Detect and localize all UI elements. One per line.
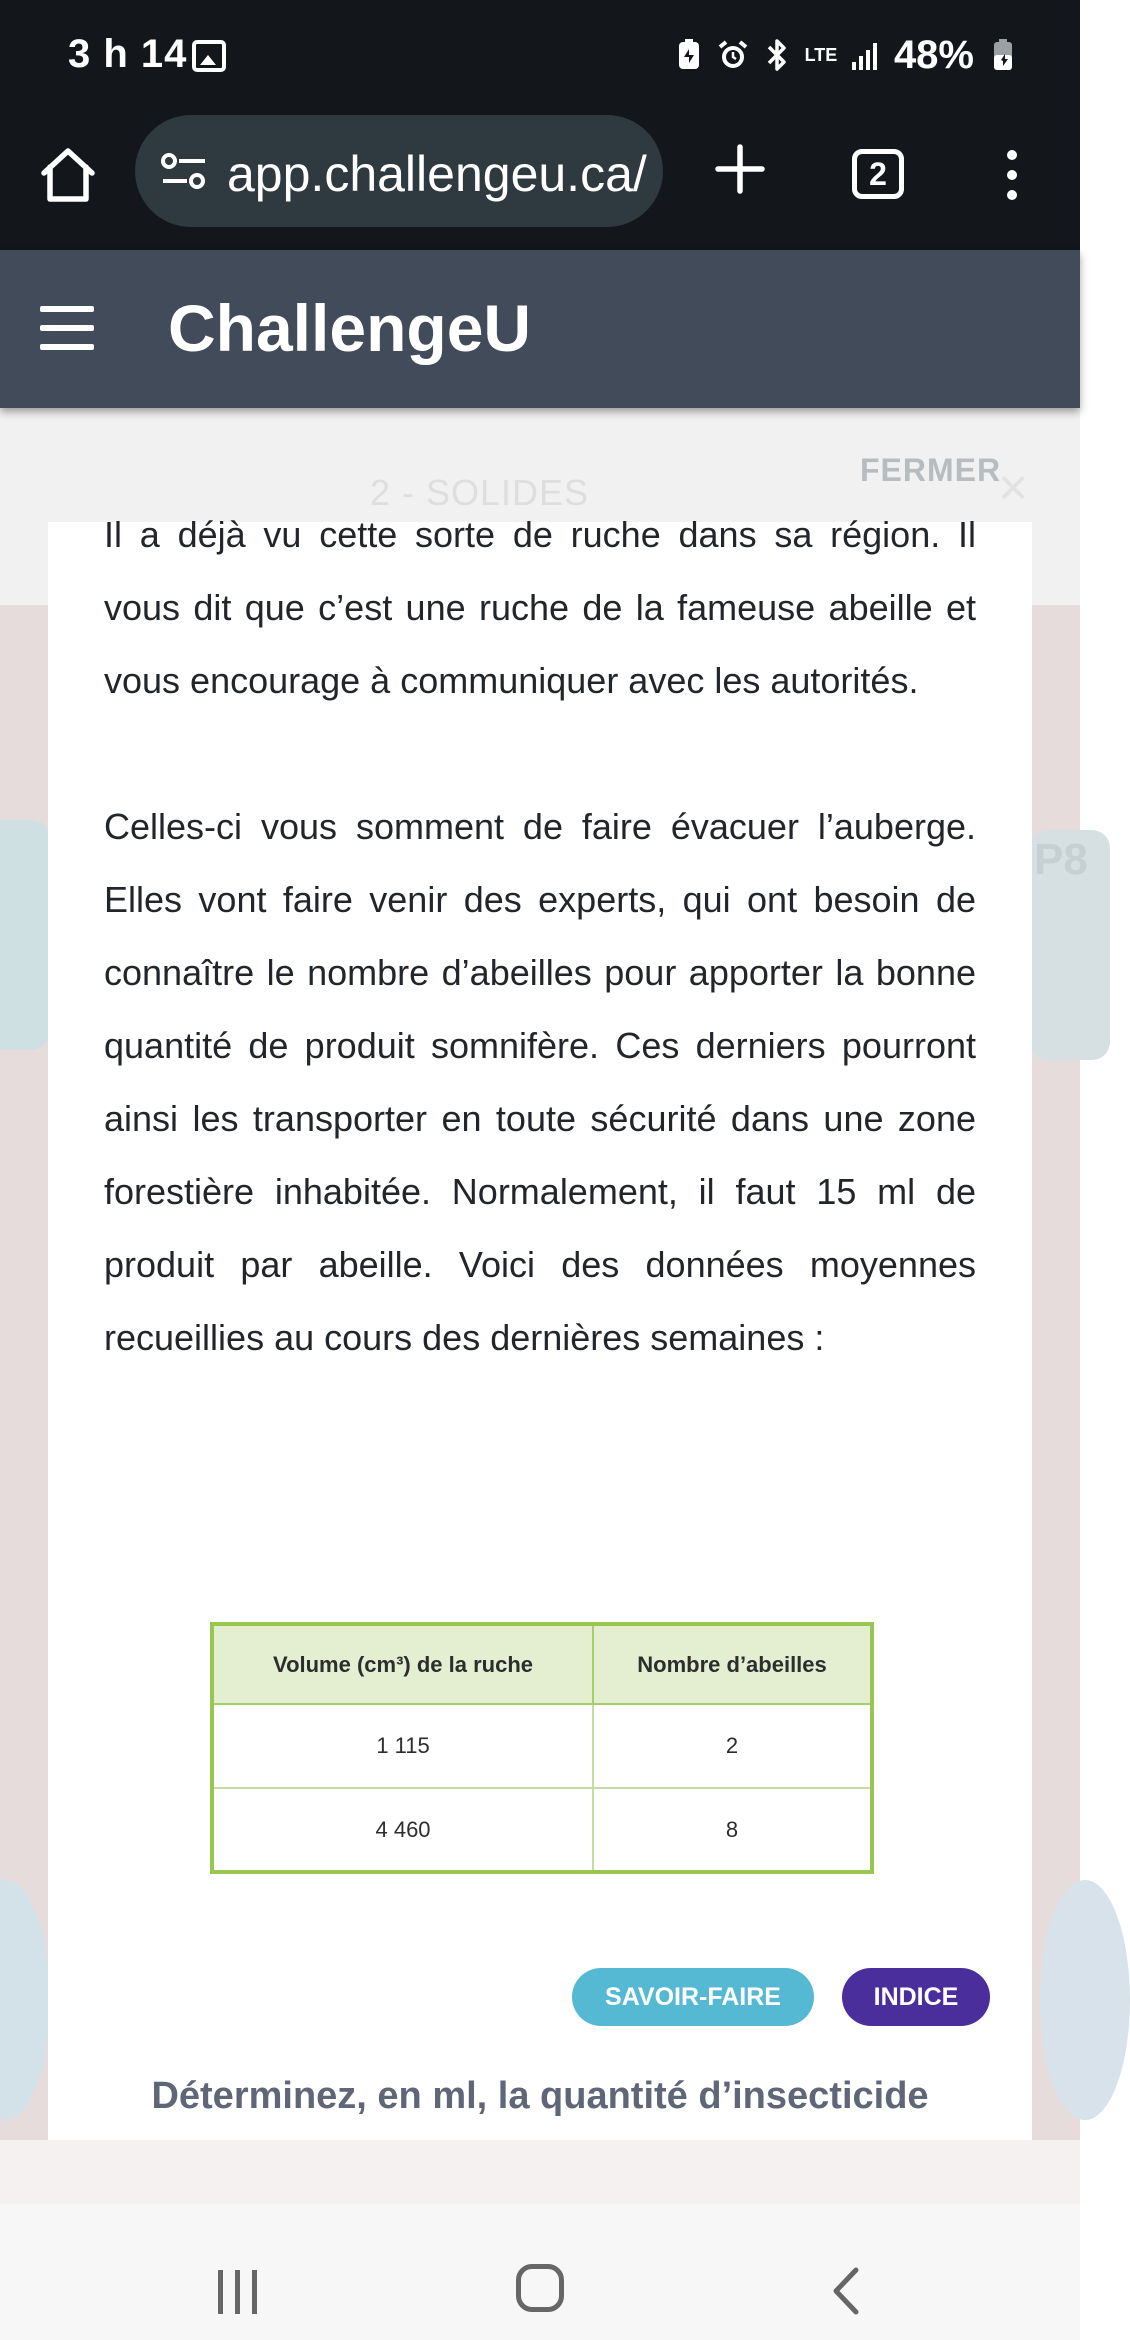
background-label: P8 bbox=[1034, 835, 1088, 884]
home-icon[interactable] bbox=[36, 143, 100, 207]
browser-toolbar bbox=[0, 115, 1080, 250]
site-settings-icon[interactable] bbox=[161, 151, 207, 191]
battery-icon bbox=[988, 38, 1018, 72]
close-icon[interactable]: × bbox=[998, 459, 1029, 517]
system-nav-bar bbox=[0, 2204, 1080, 2340]
column-header: Nombre d’abeilles bbox=[593, 1624, 872, 1704]
tabs-count-button[interactable]: 2 bbox=[852, 149, 904, 199]
battery-saver-icon bbox=[674, 38, 704, 72]
question-text: Déterminez, en ml, la quantité d’insecticide bbox=[151, 2075, 929, 2117]
more-vert-icon[interactable] bbox=[996, 143, 1028, 207]
recents-icon[interactable] bbox=[214, 2270, 262, 2314]
indice-button[interactable]: INDICE bbox=[842, 1968, 990, 2026]
savoir-faire-button[interactable]: SAVOIR-FAIRE bbox=[572, 1968, 814, 2026]
modal-heading: 2 - SOLIDES bbox=[370, 472, 590, 513]
signal-icon bbox=[850, 38, 880, 72]
image-notification-icon bbox=[192, 40, 226, 72]
table-header-row bbox=[212, 1624, 872, 1704]
app-header bbox=[0, 250, 1080, 408]
new-tab-plus-icon[interactable] bbox=[708, 137, 772, 201]
table-cell: 2 bbox=[593, 1704, 872, 1788]
problem-text bbox=[104, 498, 976, 1374]
address-bar[interactable] bbox=[135, 115, 663, 227]
status-icons bbox=[674, 30, 1018, 80]
url-text: app.challengeu.ca/ bbox=[227, 146, 647, 202]
column-header: Volume (cm³) de la ruche bbox=[212, 1624, 593, 1704]
status-bar bbox=[0, 0, 1080, 115]
app-title: ChallengeU bbox=[168, 291, 532, 365]
alarm-icon bbox=[718, 38, 748, 72]
background-shape bbox=[1040, 1880, 1130, 2120]
table-cell: 1 115 bbox=[212, 1704, 593, 1788]
table-cell: 4 460 bbox=[212, 1788, 593, 1872]
paragraph: Celles-ci vous somment de faire évacuer l’auberge. Elles vont faire venir des experts, qui ont besoin de connaître le nombre d’abeilles pour apporter la bonne quantité de produit somnifère. Ces derniers pourront ainsi les transporter en toute sécurité dans une zone forestière inhabitée. Normalement, il faut 15 ml de produit par abeille. Voici des données moyennes recueillies au cours des dernières semaines : bbox=[104, 806, 976, 1358]
table-row bbox=[212, 1704, 872, 1788]
problem-card bbox=[48, 514, 1032, 2140]
table-row bbox=[212, 1788, 872, 1872]
bluetooth-icon bbox=[762, 38, 792, 72]
battery-percent: 48% bbox=[893, 32, 974, 77]
lte-icon: LTE bbox=[804, 45, 838, 65]
paragraph: Il a déjà vu cette sorte de ruche dans sa région. Il vous dit que c’est une ruche de la fameuse abeille et vous encourage à communiquer avec les autorités. bbox=[104, 514, 976, 701]
table-cell: 8 bbox=[593, 1788, 872, 1872]
status-time: 3 h 14 bbox=[68, 32, 188, 76]
data-table bbox=[210, 1622, 874, 1874]
hamburger-icon[interactable] bbox=[40, 306, 94, 350]
bottom-strip bbox=[0, 2140, 1080, 2204]
back-icon[interactable] bbox=[826, 2266, 866, 2316]
home-nav-icon[interactable] bbox=[516, 2264, 564, 2312]
background-card bbox=[0, 820, 50, 1050]
close-button[interactable]: FERMER bbox=[860, 452, 1002, 488]
